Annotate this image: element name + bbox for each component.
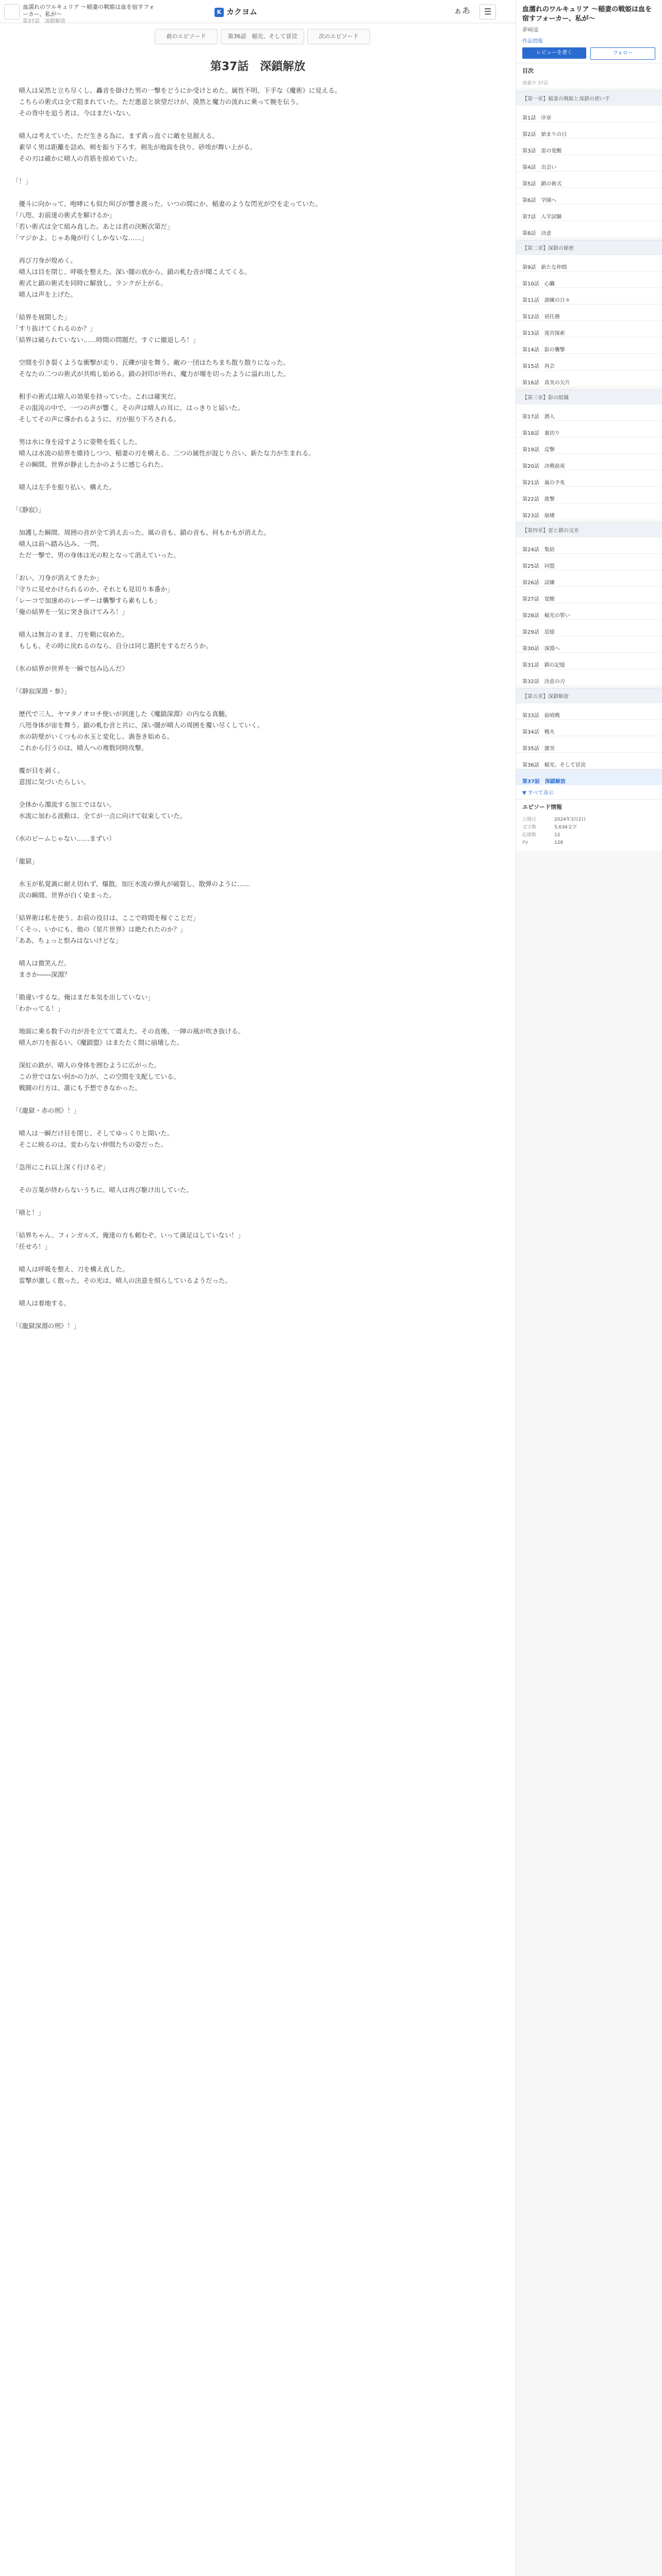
paragraph: 「結界術は私を使う。お前の役目は、ここで時間を稼ぐことだ」 — [12, 914, 200, 922]
paragraph — [12, 187, 503, 198]
paragraph: 「結界は破られていない……時間の問題だ。すぐに撤退しろ！」 — [12, 336, 200, 344]
paragraph: まさか――深淵？ — [12, 971, 71, 978]
toc-item[interactable] — [516, 171, 662, 188]
toc-item[interactable] — [516, 453, 662, 470]
paragraph: 晴人は呼吸を整え、刀を構え直した。 — [12, 1265, 129, 1273]
paragraph — [12, 844, 503, 856]
paragraph — [12, 618, 503, 629]
paragraph: 晴人は一瞬だけ目を閉じ、そしてゆっくりと開いた。 — [12, 1129, 174, 1137]
toc-item[interactable] — [516, 486, 662, 503]
toc-item[interactable] — [516, 769, 662, 785]
paragraph: 晴人は考えていた。ただ生きる為に、まず真っ直ぐに敵を見据える。 — [12, 132, 219, 140]
paragraph: 「レーコで加速めのレーザーは襲撃すら素もしも」 — [12, 597, 161, 604]
toc-item[interactable] — [516, 122, 662, 138]
info-row — [522, 832, 656, 839]
paragraph: その言葉が終わらないうちに、晴人は再び駆け出していた。 — [12, 1186, 193, 1194]
paragraph: 「俺の結界を一気に突き抜けてみろ！」 — [12, 608, 129, 616]
paragraph: 空間を引き裂くような衝撃が走り、瓦礫が宙を舞う。敵の一団はたちまち散り散りになった。 — [12, 359, 290, 366]
paragraph: 晴人は無言のまま、刀を鞘に収めた。 — [12, 631, 129, 638]
toc-item[interactable] — [516, 736, 662, 752]
toc-item[interactable] — [516, 287, 662, 304]
paragraph: こちらの術式は全て阻まれていた。ただ悪意と欲望だけが、漠然と魔力の流れに乗って腕を伝う。 — [12, 98, 303, 106]
paragraph: 相手の術式は晴人の効果を持っていた。これは確実だ。 — [12, 393, 180, 400]
text-size-button[interactable]: ぁあ — [454, 6, 471, 15]
paragraph: 「守りに見せかけられるのか、それとも見切り本番か」 — [12, 585, 174, 593]
paragraph: 晴人が刀を振るい、《魔鎖盟》はまたたく間に崩壊した。 — [12, 1039, 184, 1046]
paragraph: 「任せろ！」 — [12, 1243, 52, 1250]
paragraph: この世ではない何かの力が、この空間を支配している。 — [12, 1073, 180, 1080]
info-row — [522, 816, 656, 824]
paragraph — [12, 470, 503, 482]
paragraph: そなたの二つの術式が共鳴し始める。鎖の封印が外れ、魔力が堰を切ったように溢れ出した。 — [12, 370, 290, 378]
toc-item[interactable] — [516, 669, 662, 685]
paragraph — [12, 754, 503, 765]
toc-item-label: 第16話 真実の欠片 — [522, 380, 570, 386]
toc-item[interactable] — [516, 320, 662, 337]
current-chapter-label[interactable]: 第36話 稲光、そして冒涜 — [221, 29, 304, 44]
back-button[interactable] — [4, 4, 20, 20]
paragraph: 「マジかよ。じゃあ俺が行くしかないな……」 — [12, 234, 148, 242]
toc-item-label: 第32話 決意の刃 — [522, 679, 565, 685]
toc-item-label: 第17話 潜入 — [522, 414, 555, 420]
toc-item-label: 第9話 新たな仲間 — [522, 265, 567, 270]
toc-item[interactable] — [516, 105, 662, 122]
logo-icon: K — [214, 8, 224, 17]
toc-list — [516, 91, 662, 785]
toc-group-header[interactable]: 【第五章】深鎖解放 — [516, 688, 662, 703]
paragraph — [12, 652, 503, 663]
paragraph: 優斗に向かって、咆哮にも似た叫びが響き渡った。いつの間にか、稲妻のような閃光が空を走っていた。 — [12, 200, 322, 208]
paragraph: 「《静寂》」 — [12, 506, 45, 514]
toc-item-label: 第20話 決戦前夜 — [522, 464, 565, 469]
site-logo[interactable] — [214, 6, 257, 17]
paragraph: そこに映るのは、変わらない仲間たちの姿だった。 — [12, 1141, 168, 1148]
toc-item-label: 第33話 前哨戦 — [522, 713, 560, 719]
paragraph: 雷撃が激しく散った。その光は、晴人の決意を照らしているようだった。 — [12, 1277, 232, 1284]
paragraph: 「すり抜けてくれるのか？」 — [12, 325, 96, 332]
paragraph: 加護した瞬間、周囲の音が全て消え去った。風の音も、鎖の音も、何もかもが消えた。 — [12, 529, 271, 536]
paragraph: 「急所にこれ以上深く行けるぞ」 — [12, 1163, 109, 1171]
toc-item-label: 第24話 集結 — [522, 547, 555, 553]
info-value: 12 — [554, 833, 560, 838]
toc-item-label: 第1話 序章 — [522, 115, 552, 121]
toc-item-label: 第18話 裏切り — [522, 431, 560, 436]
toc-item[interactable] — [516, 337, 662, 353]
paragraph — [12, 561, 503, 572]
paragraph — [12, 1173, 503, 1184]
toc-item-label: 第7話 入学試験 — [522, 214, 562, 220]
toc-item-label: 第10話 心臓 — [522, 281, 555, 287]
paragraph: 次の瞬間、世界が白く染まった。 — [12, 891, 116, 899]
paragraph: これから行うのは、晴人への複数同時攻撃。 — [12, 744, 148, 752]
paragraph: 晴人は左手を振り払い、構えた。 — [12, 483, 116, 491]
toc-item[interactable] — [516, 221, 662, 237]
paragraph: 水の防壁がいくつもの水玉と変化し、渦巻き始める。 — [12, 733, 174, 740]
paragraph: 「わかってる！」 — [12, 1005, 64, 1012]
paragraph — [12, 1116, 503, 1128]
paragraph: 晴人は呆然と立ち尽くし、轟音を掛けた男の一撃をどうにか受けとめた。属性不明、下手な《魔術》に見える。 — [12, 87, 341, 94]
paragraph — [12, 822, 503, 833]
show-all-link[interactable]: ▼ すべて表示 — [516, 785, 662, 799]
episode-info-heading: エピソード情報 — [516, 799, 662, 814]
toc-item[interactable] — [516, 155, 662, 171]
paragraph — [12, 516, 503, 527]
toc-item-label: 第4話 出会い — [522, 165, 557, 171]
paragraph: 「勘違いするな。俺はまだ本気を出していない」 — [12, 993, 155, 1001]
paragraph — [12, 380, 503, 391]
site-name: カクヨム — [226, 7, 258, 16]
toc-item-label: 第28話 稲光の誓い — [522, 613, 570, 619]
prev-episode-button[interactable]: 前のエピソード — [155, 29, 218, 44]
toc-item-label: 第29話 追憶 — [522, 630, 555, 635]
chapter-short-title: 第37話 深鎖解放 — [23, 19, 65, 24]
paragraph: （氷の結界が世界を一瞬で包み込んだ） — [12, 665, 129, 672]
chapter-title: 第37話 深鎖解放 — [210, 60, 306, 73]
toc-item[interactable] — [516, 470, 662, 486]
paragraph: そしてその声に導かれるように、刃が振り下ろされる。 — [12, 415, 180, 423]
paragraph: 晴人は水流の結界を維持しつつ、稲妻の刃を構える。二つの属性が混じり合い、新たな力が生まれる。 — [12, 449, 316, 457]
toc-item-label: 第12話 初任務 — [522, 314, 560, 320]
paragraph: 水玉が私覚渦に耐え切れず、爆散。加圧水流の弾丸が破裂し、散弾のように…… — [12, 880, 251, 888]
review-button[interactable]: レビューを書く — [522, 47, 586, 59]
toc-item-label: 第36話 稲光、そして冒涜 — [522, 762, 586, 768]
toc-item[interactable] — [516, 437, 662, 453]
toc-item[interactable] — [516, 570, 662, 586]
toc-item[interactable] — [516, 370, 662, 386]
paragraph: 八咫身体が宙を舞う。鎖の軋む音と共に、深い闇が晴人の周囲を覆い尽くしていく。 — [12, 721, 264, 729]
toc-item[interactable] — [516, 404, 662, 420]
toc-item-label: 第25話 同盟 — [522, 564, 555, 569]
paragraph: ただ一撃で、男の身体は光の粒となって消えていった。 — [12, 551, 180, 559]
paragraph: （水のビームじゃない……まずい） — [12, 835, 115, 842]
top-bar — [0, 0, 516, 23]
paragraph: 術式と鎖の術式を同時に解放し、ランクが上がる。 — [12, 279, 167, 287]
paragraph: 「《龍獄深淵の刑》！」 — [12, 1322, 80, 1330]
toc-meta: 連載中 37話 — [516, 78, 662, 88]
paragraph: 戦闘の行方は、誰にも予想できなかった。 — [12, 1084, 142, 1092]
toc-item-label: 第27話 覚醒 — [522, 597, 555, 602]
toc-item[interactable] — [516, 636, 662, 652]
toc-item-label: 第19話 反撃 — [522, 447, 555, 453]
toc-item-label: 第13話 迷宮探索 — [522, 331, 565, 336]
episode-nav — [0, 29, 516, 46]
toc-item[interactable] — [516, 204, 662, 221]
sidebar — [516, 0, 662, 2576]
toc-item-label: 第2話 始まりの日 — [522, 132, 567, 138]
info-key: 文字数 — [522, 825, 537, 830]
toc-item[interactable] — [516, 353, 662, 370]
toc-item-label: 第5話 鎖の術式 — [522, 181, 562, 187]
paragraph: 「！」 — [12, 177, 32, 185]
paragraph: 「八咫、お前達の術式を解けるか」 — [12, 211, 116, 219]
paragraph — [12, 346, 503, 357]
follow-button[interactable]: フォロー — [590, 47, 655, 60]
toc-item-label: 第15話 再会 — [522, 364, 555, 369]
paragraph: 意図に気づいたらしい。 — [12, 778, 90, 786]
paragraph: 「結界を展開した」 — [12, 313, 71, 321]
toc-item-label: 第21話 嵐の予兆 — [522, 480, 565, 486]
paragraph — [12, 1014, 503, 1026]
toc-item-label: 第37話 深鎖解放 — [522, 779, 566, 785]
paragraph-list — [12, 85, 503, 1332]
paragraph: 晴人は着地する。 — [12, 1299, 71, 1307]
paragraph — [12, 697, 503, 708]
paragraph: 素早く男は距離を詰め、剣を振り下ろす。剣先が地面を抉り、砂埃が舞い上がる。 — [12, 143, 257, 151]
paragraph — [12, 1309, 503, 1320]
toc-item[interactable] — [516, 304, 662, 320]
paragraph — [12, 244, 503, 255]
paragraph: 男は水に身を浸すように姿勢を低くした。 — [12, 438, 142, 446]
paragraph: 水流に加わる波動は、全てが一点に向けて収束していた。 — [12, 812, 187, 820]
paragraph — [12, 1196, 503, 1207]
paragraph: 晴人は目を閉じ、呼吸を整えた。深い闇の底から、鎖の軋む音が聞こえてくる。 — [12, 268, 251, 276]
paragraph — [12, 164, 503, 176]
paragraph: 「ああ、ちょっと恨みはないけどな」 — [12, 937, 122, 944]
toc-item-label: 第8話 決意 — [522, 231, 552, 236]
info-key: 公開日 — [522, 817, 537, 822]
work-title: 血濡れのワルキュリア ～稲妻の戦姫は血を宿すフォーカー、私が～ — [23, 4, 155, 18]
menu-button[interactable]: ☰ — [479, 4, 496, 20]
paragraph — [12, 493, 503, 504]
toc-item[interactable] — [516, 420, 662, 437]
paragraph: 「若い術式は全て組み直した。あとは君の決断次第だ」 — [12, 223, 174, 230]
episode-body — [12, 49, 503, 2576]
toc-item[interactable] — [516, 138, 662, 155]
toc-item[interactable] — [516, 719, 662, 736]
paragraph: 歴代で三人、ヤマタノオロチ使いが到達した《魔鎖深淵》の内なる真髄。 — [12, 710, 231, 718]
toc-item[interactable] — [516, 752, 662, 769]
paragraph: 「《龍獄・赤の刑》！」 — [12, 1107, 80, 1114]
paragraph — [12, 1048, 503, 1060]
paragraph: 晴人は微笑んだ。 — [12, 959, 71, 967]
toc-item[interactable] — [516, 586, 662, 603]
info-value: 5,634文字 — [554, 825, 577, 830]
toc-item[interactable] — [516, 188, 662, 204]
paragraph: 深紅の鉄が、晴人の身体を囲むように広がった。 — [12, 1061, 161, 1069]
paragraph — [12, 1094, 503, 1105]
next-episode-button[interactable]: 次のエピソード — [307, 29, 370, 44]
toc-item[interactable] — [516, 703, 662, 719]
toc-item[interactable] — [516, 652, 662, 669]
paragraph: 覆が目を剥く。 — [12, 767, 64, 774]
toc-item-label: 第14話 影の襲撃 — [522, 347, 565, 353]
toc-item[interactable] — [516, 553, 662, 570]
paragraph — [12, 946, 503, 958]
paragraph: その混沌の中で、一つの声が響く。その声は晴人の耳に、はっきりと届いた。 — [12, 404, 244, 412]
paragraph: 「結界ちゃん、フィンガルズ、俺達の方も頼むぞ。いって満足はしていない！」 — [12, 1231, 244, 1239]
toc-item[interactable] — [516, 503, 662, 519]
toc-item-label: 第35話 激突 — [522, 746, 555, 752]
paragraph — [12, 300, 503, 312]
toc-group-header[interactable]: 【第四章】雷と鎖の交差 — [516, 522, 662, 537]
paragraph: 「《静寂深淵・参》」 — [12, 687, 71, 695]
toc-item-label: 第31話 鎖の記憶 — [522, 663, 565, 668]
toc-item-label: 第30話 深淵へ — [522, 646, 560, 652]
toc-heading: 目次 — [516, 63, 662, 78]
toc-item[interactable] — [516, 619, 662, 636]
paragraph: 地面に乗る数千の刃が音を立てて震えた。その直後、一陣の風が吹き抜ける。 — [12, 1027, 245, 1035]
paragraph: 晴人は前へ踏み込み、一閃。 — [12, 540, 103, 548]
paragraph — [12, 901, 503, 912]
toc-item[interactable] — [516, 271, 662, 287]
episode-info-table — [516, 814, 662, 851]
info-key: 応援数 — [522, 833, 537, 838]
paragraph: その瞬間、世界が静止したかのように感じられた。 — [12, 461, 168, 468]
paragraph — [12, 1218, 503, 1230]
toc-item[interactable] — [516, 603, 662, 619]
toc-item-label: 第3話 雷の覚醒 — [522, 148, 562, 154]
toc-item[interactable] — [516, 255, 662, 271]
toc-group-header[interactable]: 【第二章】深鎖の秘密 — [516, 240, 662, 255]
sidebar-header — [516, 0, 662, 63]
info-value: 128 — [554, 840, 564, 845]
paragraph: 「くそっ、いかにも、他の《星片世界》は絶たれたのか？」 — [12, 925, 187, 933]
toc-item[interactable] — [516, 537, 662, 553]
toc-item-label: 第23話 崩壊 — [522, 513, 555, 519]
paragraph — [12, 980, 503, 992]
work-title-link[interactable] — [23, 4, 157, 25]
paragraph — [12, 425, 503, 436]
paragraph — [12, 1150, 503, 1162]
paragraph: 全体から濁流する加工ではない。 — [12, 801, 116, 808]
paragraph — [12, 867, 503, 878]
info-row — [522, 824, 656, 832]
toc-item-label: 第11話 訓練の日々 — [522, 298, 570, 303]
paragraph: 「晴と！」 — [12, 1209, 45, 1216]
paragraph: もしも、その時に戻れるのなら、自分は同じ選択をするだろうか。 — [12, 642, 212, 650]
paragraph — [12, 674, 503, 686]
info-key: PV — [522, 840, 528, 845]
sidebar-action-buttons — [522, 47, 656, 61]
sidebar-author[interactable]: 夢崎遥 — [522, 27, 539, 33]
paragraph: その刃は確かに晴人の首筋を掠めていた。 — [12, 155, 142, 162]
toc-group-header[interactable]: 【第一章】稲妻の戦姫と深鎖の使い手 — [516, 91, 662, 105]
paragraph: 晴人は声を上げた。 — [12, 291, 77, 298]
toc-item-label: 第6話 学園へ — [522, 198, 557, 204]
paragraph — [12, 1252, 503, 1264]
toc-item-label: 第22話 進撃 — [522, 497, 555, 502]
sidebar-work-title[interactable]: 血濡れのワルキュリア ～稲妻の戦姫は血を宿すフォーカー、私が～ — [522, 6, 652, 23]
paragraph — [12, 1286, 503, 1298]
paragraph — [12, 788, 503, 799]
work-info-link[interactable]: 作品情報 — [522, 39, 543, 44]
toc-item-label: 第34話 戦火 — [522, 730, 555, 735]
toc-item-label: 第26話 試練 — [522, 580, 555, 586]
info-row — [522, 839, 656, 847]
paragraph: 「おい、刀身が消えてきたか」 — [12, 574, 103, 582]
info-value: 2024年3月2日 — [554, 817, 586, 822]
paragraph — [12, 119, 503, 130]
toc-group-header[interactable]: 【第三章】影の組織 — [516, 389, 662, 404]
paragraph: 「龍獄」 — [12, 857, 39, 865]
paragraph: その背中を追う者は、今はまだいない。 — [12, 109, 135, 117]
paragraph: 再び刀身が煌めく。 — [12, 257, 77, 264]
